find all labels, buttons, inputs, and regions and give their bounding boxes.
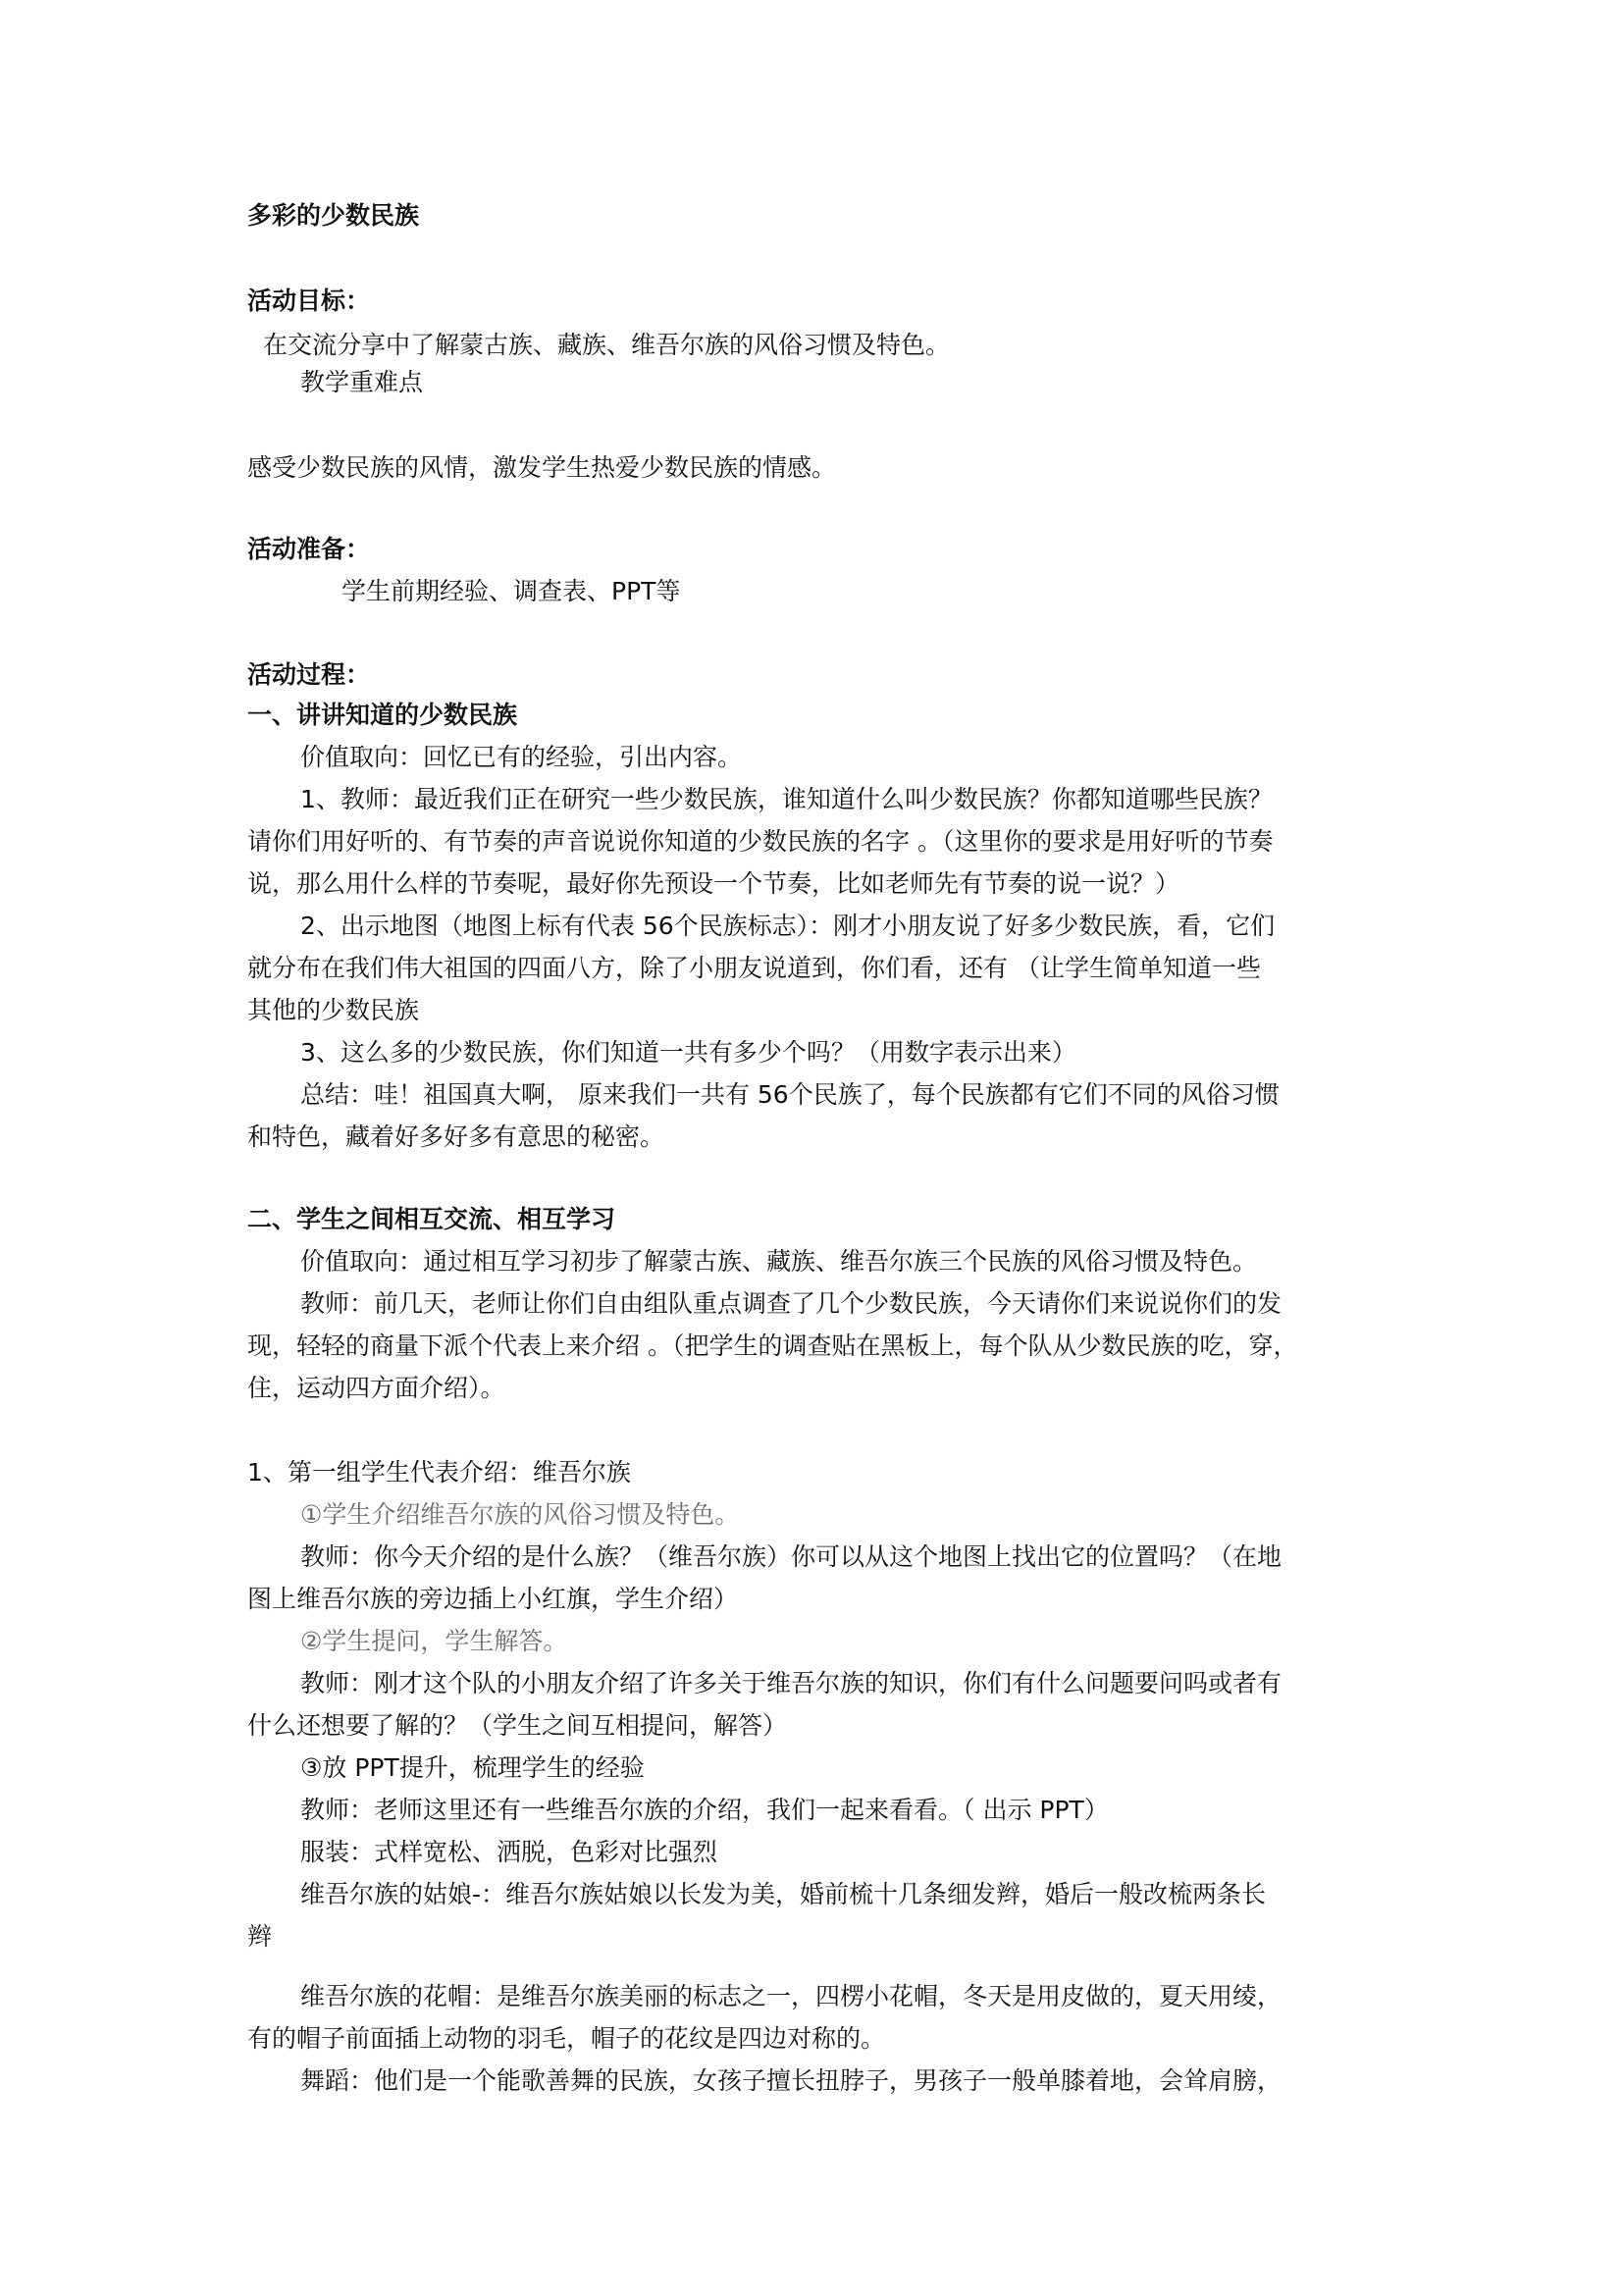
section-1-p1-line2: 请你们用好听的、有节奏的声音说说你知道的少数民族的名字 。（这里你的要求是用好听的节奏 [247,827,1274,856]
document-title: 多彩的少数民族 [247,201,420,230]
section-1-heading: 一、讲讲知道的少数民族 [247,701,518,729]
prep-text: 学生前期经验、调查表、PPT等 [341,577,681,605]
group-1-teacher3: 教师：老师这里还有一些维吾尔族的介绍，我们一起来看看。（ 出示 PPT） [300,1796,1109,1824]
prep-heading: 活动准备： [247,535,371,563]
group-1-teacher2-line2: 什么还想要了解的？（学生之间互相提问，解答） [247,1711,788,1740]
section-2-teacher-line3: 住，运动四方面介绍）。 [247,1374,505,1402]
goal-text: 在交流分享中了解蒙古族、藏族、维吾尔族的风俗习惯及特色。 [263,331,951,359]
group-1-teacher2-line1: 教师：刚才这个队的小朋友介绍了许多关于维吾尔族的知识，你们有什么问题要问吗或者有 [300,1669,1283,1697]
group-1-hat-line1: 维吾尔族的花帽：是维吾尔族美丽的标志之一，四楞小花帽，冬天是用皮做的，夏天用绫， [300,1982,1283,2010]
section-1-p2-line2: 就分布在我们伟大祖国的四面八方，除了小朋友说道到，你们看，还有 （让学生简单知道一些 [247,954,1261,982]
group-1-girl-line1: 维吾尔族的姑娘-：维吾尔族姑娘以长发为美，婚前梳十几条细发辫，婚后一般改梳两条长 [300,1880,1267,1908]
goal-heading: 活动目标： [247,287,371,315]
section-1-p1-line1: 1、教师：最近我们正在研究一些少数民族，谁知道什么叫少数民族？你都知道哪些民族？ [300,785,1273,813]
group-1-circle-1: ①学生介绍维吾尔族的风俗习惯及特色。 [300,1500,740,1529]
group-1-dance: 舞蹈：他们是一个能歌善舞的民族，女孩子擅长扭脖子，男孩子一般单膝着地，会耸肩膀， [300,2066,1283,2095]
section-2-teacher-line2: 现，轻轻的商量下派个代表上来介绍 。（把学生的调查贴在黑板上，每个队从少数民族的吃，穿， [247,1331,1298,1360]
process-heading: 活动过程： [247,660,371,689]
group-1-girl-line2: 辫 [247,1922,273,1951]
section-1-p3: 3、这么多的少数民族，你们知道一共有多少个吗？（用数字表示出来） [300,1038,1076,1067]
section-1-value: 价值取向：回忆已有的经验，引出内容。 [300,743,743,771]
group-1-teacher1-line2: 图上维吾尔族的旁边插上小红旗，学生介绍） [247,1585,739,1613]
section-1-p1-line3: 说，那么用什么样的节奏呢，最好你先预设一个节奏，比如老师先有节奏的说一说？） [247,869,1180,898]
section-2-value: 价值取向：通过相互学习初步了解蒙古族、藏族、维吾尔族三个民族的风俗习惯及特色。 [300,1247,1258,1276]
key-heading: 教学重难点 [300,368,424,396]
section-2-teacher-line1: 教师：前几天，老师让你们自由组队重点调查了几个少数民族，今天请你们来说说你们的发 [300,1289,1283,1318]
group-1-circle-3: ③放 PPT提升，梳理学生的经验 [300,1753,645,1782]
group-1-heading: 1、第一组学生代表介绍：维吾尔族 [247,1458,631,1487]
section-2-heading: 二、学生之间相互交流、相互学习 [247,1205,616,1233]
section-1-summary-line2: 和特色，藏着好多好多有意思的秘密。 [247,1122,665,1151]
group-1-dress: 服装：式样宽松、洒脱，色彩对比强烈 [300,1838,718,1866]
group-1-circle-2: ②学生提问，学生解答。 [300,1627,568,1655]
section-1-summary-line1: 总结：哇！祖国真大啊， 原来我们一共有 56个民族了，每个民族都有它们不同的风俗习惯 [300,1080,1280,1109]
section-1-p2-line1: 2、出示地图（地图上标有代表 56个民族标志）：刚才小朋友说了好多少数民族，看，它们 [300,912,1276,940]
key-text: 感受少数民族的风情，激发学生热爱少数民族的情感。 [247,453,837,482]
group-1-hat-line2: 有的帽子前面插上动物的羽毛，帽子的花纹是四边对称的。 [247,2024,886,2053]
section-1-p2-line3: 其他的少数民族 [247,996,420,1024]
group-1-teacher1-line1: 教师：你今天介绍的是什么族？（维吾尔族）你可以从这个地图上找出它的位置吗？（在地 [300,1542,1283,1571]
